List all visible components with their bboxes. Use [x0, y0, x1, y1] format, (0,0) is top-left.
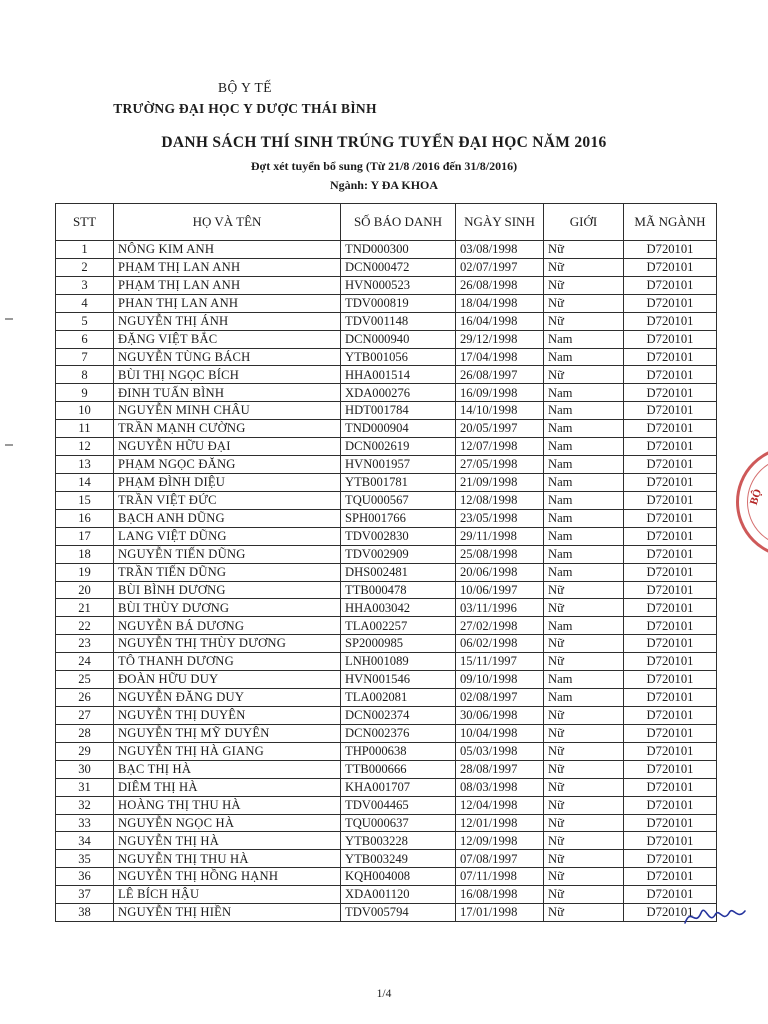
cell-sbd: DCN000472 [341, 258, 456, 276]
cell-dob: 07/08/1997 [456, 850, 544, 868]
cell-name: DIÊM THỊ HÀ [114, 778, 341, 796]
cell-gender: Nữ [544, 653, 624, 671]
cell-stt: 36 [56, 868, 114, 886]
cell-stt: 21 [56, 599, 114, 617]
cell-gender: Nữ [544, 241, 624, 259]
cell-name: PHẠM THỊ LAN ANH [114, 276, 341, 294]
table-row [56, 760, 717, 778]
cell-name: TRẦN TIẾN DŨNG [114, 563, 341, 581]
cell-gender: Nam [544, 473, 624, 491]
cell-gender: Nữ [544, 599, 624, 617]
cell-sbd: HVN001957 [341, 456, 456, 474]
cell-gender: Nữ [544, 760, 624, 778]
cell-dob: 06/02/1998 [456, 635, 544, 653]
cell-gender: Nữ [544, 294, 624, 312]
cell-stt: 32 [56, 796, 114, 814]
cell-stt: 8 [56, 366, 114, 384]
table-row [56, 241, 717, 259]
cell-gender: Nữ [544, 886, 624, 904]
cell-gender: Nam [544, 545, 624, 563]
cell-dob: 20/06/1998 [456, 563, 544, 581]
cell-stt: 4 [56, 294, 114, 312]
cell-dob: 27/05/1998 [456, 456, 544, 474]
table-row [56, 886, 717, 904]
table-row [56, 545, 717, 563]
cell-major-code: D720101 [624, 509, 717, 527]
cell-stt: 17 [56, 527, 114, 545]
cell-sbd: TDV000819 [341, 294, 456, 312]
cell-name: NGUYỄN MINH CHÂU [114, 402, 341, 420]
table-row [56, 742, 717, 760]
cell-major-code: D720101 [624, 904, 717, 922]
cell-dob: 03/11/1996 [456, 599, 544, 617]
cell-stt: 18 [56, 545, 114, 563]
cell-gender: Nữ [544, 868, 624, 886]
cell-dob: 03/08/1998 [456, 241, 544, 259]
cell-major-code: D720101 [624, 366, 717, 384]
cell-name: NÔNG KIM ANH [114, 241, 341, 259]
cell-major-code: D720101 [624, 778, 717, 796]
cell-major-code: D720101 [624, 438, 717, 456]
cell-dob: 16/08/1998 [456, 886, 544, 904]
cell-dob: 10/04/1998 [456, 724, 544, 742]
cell-gender: Nữ [544, 904, 624, 922]
cell-dob: 02/07/1997 [456, 258, 544, 276]
cell-name: LANG VIỆT DŨNG [114, 527, 341, 545]
student-table [55, 203, 717, 922]
cell-gender: Nam [544, 348, 624, 366]
cell-gender: Nữ [544, 814, 624, 832]
cell-sbd: KHA001707 [341, 778, 456, 796]
col-header-major-code: MÃ NGÀNH [624, 204, 717, 241]
document-title-block [0, 134, 768, 193]
cell-dob: 12/07/1998 [456, 438, 544, 456]
cell-name: BẠC THỊ HÀ [114, 760, 341, 778]
cell-gender: Nam [544, 438, 624, 456]
cell-gender: Nữ [544, 724, 624, 742]
cell-sbd: HVN001546 [341, 671, 456, 689]
cell-sbd: HDT001784 [341, 402, 456, 420]
cell-sbd: SP2000985 [341, 635, 456, 653]
table-row [56, 491, 717, 509]
cell-dob: 14/10/1998 [456, 402, 544, 420]
cell-name: NGUYỄN THỊ THU HÀ [114, 850, 341, 868]
cell-major-code: D720101 [624, 850, 717, 868]
table-row [56, 581, 717, 599]
cell-dob: 12/01/1998 [456, 814, 544, 832]
table-row [56, 509, 717, 527]
cell-stt: 30 [56, 760, 114, 778]
cell-stt: 37 [56, 886, 114, 904]
table-row [56, 724, 717, 742]
cell-gender: Nam [544, 491, 624, 509]
cell-major-code: D720101 [624, 527, 717, 545]
cell-dob: 10/06/1997 [456, 581, 544, 599]
table-row [56, 706, 717, 724]
cell-dob: 16/09/1998 [456, 384, 544, 402]
cell-name: ĐOÀN HỮU DUY [114, 671, 341, 689]
cell-dob: 17/01/1998 [456, 904, 544, 922]
cell-dob: 25/08/1998 [456, 545, 544, 563]
cell-stt: 10 [56, 402, 114, 420]
col-header-name: HỌ VÀ TÊN [114, 204, 341, 241]
table-row [56, 384, 717, 402]
cell-name: NGUYỄN THỊ ÁNH [114, 312, 341, 330]
cell-dob: 15/11/1997 [456, 653, 544, 671]
cell-gender: Nam [544, 689, 624, 707]
table-row [56, 420, 717, 438]
cell-dob: 12/04/1998 [456, 796, 544, 814]
cell-major-code: D720101 [624, 599, 717, 617]
cell-gender: Nữ [544, 706, 624, 724]
cell-dob: 28/08/1997 [456, 760, 544, 778]
cell-sbd: TDV001148 [341, 312, 456, 330]
cell-stt: 27 [56, 706, 114, 724]
cell-major-code: D720101 [624, 581, 717, 599]
table-row [56, 814, 717, 832]
cell-name: BÙI BÌNH DƯƠNG [114, 581, 341, 599]
cell-gender: Nữ [544, 832, 624, 850]
cell-name: NGUYỄN THỊ DUYÊN [114, 706, 341, 724]
table-row [56, 617, 717, 635]
cell-major-code: D720101 [624, 563, 717, 581]
cell-sbd: DCN000940 [341, 330, 456, 348]
cell-major-code: D720101 [624, 868, 717, 886]
cell-dob: 18/04/1998 [456, 294, 544, 312]
cell-stt: 25 [56, 671, 114, 689]
table-row [56, 258, 717, 276]
cell-major-code: D720101 [624, 706, 717, 724]
signature-mark-icon [683, 899, 747, 931]
cell-major-code: D720101 [624, 456, 717, 474]
cell-name: TRẦN MẠNH CƯỜNG [114, 420, 341, 438]
cell-gender: Nam [544, 402, 624, 420]
cell-dob: 12/08/1998 [456, 491, 544, 509]
student-table-body [56, 241, 717, 922]
cell-name: NGUYỄN THỊ HÀ GIANG [114, 742, 341, 760]
cell-stt: 38 [56, 904, 114, 922]
ministry-name: BỘ Y TẾ [218, 80, 272, 95]
cell-name: NGUYỄN TIẾN DŨNG [114, 545, 341, 563]
document-subtitle: Đợt xét tuyển bổ sung (Từ 21/8 /2016 đến 31/8/2016) [250, 159, 518, 173]
col-header-dob: NGÀY SINH [456, 204, 544, 241]
cell-gender: Nữ [544, 742, 624, 760]
cell-gender: Nam [544, 456, 624, 474]
cell-sbd: TQU000637 [341, 814, 456, 832]
cell-name: PHẠM THỊ LAN ANH [114, 258, 341, 276]
col-header-gender: GIỚI [544, 204, 624, 241]
cell-major-code: D720101 [624, 384, 717, 402]
cell-sbd: DHS002481 [341, 563, 456, 581]
col-header-sbd: SỐ BÁO DANH [341, 204, 456, 241]
cell-sbd: DCN002374 [341, 706, 456, 724]
cell-dob: 21/09/1998 [456, 473, 544, 491]
cell-name: NGUYỄN TÙNG BÁCH [114, 348, 341, 366]
cell-stt: 3 [56, 276, 114, 294]
table-row [56, 402, 717, 420]
cell-gender: Nữ [544, 258, 624, 276]
cell-major-code: D720101 [624, 330, 717, 348]
cell-gender: Nam [544, 420, 624, 438]
cell-dob: 26/08/1997 [456, 366, 544, 384]
table-row [56, 904, 717, 922]
cell-dob: 26/08/1998 [456, 276, 544, 294]
cell-stt: 29 [56, 742, 114, 760]
table-row [56, 563, 717, 581]
cell-gender: Nam [544, 509, 624, 527]
cell-gender: Nam [544, 671, 624, 689]
cell-major-code: D720101 [624, 671, 717, 689]
table-row [56, 276, 717, 294]
table-row [56, 653, 717, 671]
document-title: DANH SÁCH THÍ SINH TRÚNG TUYỂN ĐẠI HỌC NĂM 2016 [161, 134, 607, 151]
cell-dob: 29/11/1998 [456, 527, 544, 545]
cell-name: ĐẶNG VIỆT BẮC [114, 330, 341, 348]
cell-stt: 1 [56, 241, 114, 259]
cell-sbd: LNH001089 [341, 653, 456, 671]
cell-sbd: TDV005794 [341, 904, 456, 922]
cell-gender: Nữ [544, 778, 624, 796]
cell-gender: Nữ [544, 796, 624, 814]
cell-stt: 11 [56, 420, 114, 438]
table-row [56, 294, 717, 312]
cell-dob: 02/08/1997 [456, 689, 544, 707]
cell-gender: Nữ [544, 850, 624, 868]
cell-major-code: D720101 [624, 814, 717, 832]
cell-sbd: XDA001120 [341, 886, 456, 904]
cell-stt: 14 [56, 473, 114, 491]
cell-sbd: TTB000666 [341, 760, 456, 778]
cell-dob: 09/10/1998 [456, 671, 544, 689]
cell-major-code: D720101 [624, 635, 717, 653]
red-stamp-icon [736, 446, 768, 558]
cell-sbd: TND000300 [341, 241, 456, 259]
cell-major-code: D720101 [624, 258, 717, 276]
cell-major-code: D720101 [624, 294, 717, 312]
cell-sbd: KQH004008 [341, 868, 456, 886]
cell-stt: 6 [56, 330, 114, 348]
cell-sbd: TND000904 [341, 420, 456, 438]
cell-stt: 20 [56, 581, 114, 599]
cell-sbd: YTB001056 [341, 348, 456, 366]
cell-name: PHẠM ĐÌNH DIỆU [114, 473, 341, 491]
cell-stt: 13 [56, 456, 114, 474]
cell-stt: 9 [56, 384, 114, 402]
cell-gender: Nữ [544, 635, 624, 653]
stamp-text: BỘ [747, 487, 765, 507]
table-row [56, 689, 717, 707]
table-row [56, 312, 717, 330]
table-row [56, 366, 717, 384]
cell-sbd: TDV002830 [341, 527, 456, 545]
cell-major-code: D720101 [624, 742, 717, 760]
cell-sbd: YTB003249 [341, 850, 456, 868]
cell-name: PHAN THỊ LAN ANH [114, 294, 341, 312]
cell-stt: 26 [56, 689, 114, 707]
cell-sbd: TDV002909 [341, 545, 456, 563]
cell-name: BẠCH ANH DŨNG [114, 509, 341, 527]
cell-stt: 15 [56, 491, 114, 509]
table-row [56, 348, 717, 366]
cell-name: TÔ THANH DƯƠNG [114, 653, 341, 671]
table-row [56, 527, 717, 545]
cell-name: HOÀNG THỊ THU HÀ [114, 796, 341, 814]
cell-name: PHẠM NGỌC ĐĂNG [114, 456, 341, 474]
table-row [56, 473, 717, 491]
cell-name: NGUYỄN THỊ THÙY DƯƠNG [114, 635, 341, 653]
cell-major-code: D720101 [624, 473, 717, 491]
student-table-header [56, 204, 717, 241]
cell-dob: 08/03/1998 [456, 778, 544, 796]
cell-stt: 2 [56, 258, 114, 276]
cell-sbd: YTB003228 [341, 832, 456, 850]
table-row [56, 330, 717, 348]
cell-name: NGUYỄN ĐĂNG DUY [114, 689, 341, 707]
major-label: Ngành: Y ĐA KHOA [329, 178, 439, 192]
table-row [56, 832, 717, 850]
col-header-stt: STT [56, 204, 114, 241]
cell-sbd: DCN002619 [341, 438, 456, 456]
cell-stt: 23 [56, 635, 114, 653]
table-row [56, 599, 717, 617]
table-row [56, 868, 717, 886]
table-row [56, 438, 717, 456]
cell-stt: 35 [56, 850, 114, 868]
cell-name: NGUYỄN THỊ HỒNG HẠNH [114, 868, 341, 886]
cell-major-code: D720101 [624, 241, 717, 259]
table-row [56, 850, 717, 868]
cell-dob: 05/03/1998 [456, 742, 544, 760]
table-row [56, 671, 717, 689]
cell-name: BÙI THỊ NGỌC BÍCH [114, 366, 341, 384]
cell-major-code: D720101 [624, 348, 717, 366]
cell-stt: 19 [56, 563, 114, 581]
table-row [56, 778, 717, 796]
cell-stt: 12 [56, 438, 114, 456]
cell-gender: Nam [544, 563, 624, 581]
cell-sbd: TDV004465 [341, 796, 456, 814]
cell-gender: Nữ [544, 312, 624, 330]
cell-dob: 23/05/1998 [456, 509, 544, 527]
table-row [56, 635, 717, 653]
cell-sbd: TTB000478 [341, 581, 456, 599]
cell-name: ĐINH TUẤN BÌNH [114, 384, 341, 402]
cell-gender: Nam [544, 527, 624, 545]
cell-name: LÊ BÍCH HẬU [114, 886, 341, 904]
cell-sbd: XDA000276 [341, 384, 456, 402]
cell-gender: Nữ [544, 366, 624, 384]
cell-sbd: HVN000523 [341, 276, 456, 294]
cell-sbd: YTB001781 [341, 473, 456, 491]
cell-name: TRẦN VIỆT ĐỨC [114, 491, 341, 509]
cell-dob: 07/11/1998 [456, 868, 544, 886]
cell-sbd: TLA002257 [341, 617, 456, 635]
cell-dob: 12/09/1998 [456, 832, 544, 850]
cell-gender: Nữ [544, 276, 624, 294]
cell-major-code: D720101 [624, 491, 717, 509]
cell-major-code: D720101 [624, 832, 717, 850]
cell-major-code: D720101 [624, 402, 717, 420]
cell-stt: 34 [56, 832, 114, 850]
cell-sbd: TLA002081 [341, 689, 456, 707]
cell-stt: 28 [56, 724, 114, 742]
cell-gender: Nam [544, 384, 624, 402]
cell-name: NGUYỄN THỊ MỸ DUYÊN [114, 724, 341, 742]
cell-sbd: DCN002376 [341, 724, 456, 742]
cell-major-code: D720101 [624, 420, 717, 438]
cell-major-code: D720101 [624, 312, 717, 330]
scan-artifact [5, 318, 13, 320]
cell-dob: 27/02/1998 [456, 617, 544, 635]
cell-gender: Nữ [544, 581, 624, 599]
cell-major-code: D720101 [624, 796, 717, 814]
table-row [56, 796, 717, 814]
cell-sbd: HHA001514 [341, 366, 456, 384]
cell-sbd: THP000638 [341, 742, 456, 760]
cell-major-code: D720101 [624, 545, 717, 563]
cell-sbd: HHA003042 [341, 599, 456, 617]
page-number: 1/4 [376, 988, 392, 1000]
cell-dob: 29/12/1998 [456, 330, 544, 348]
cell-major-code: D720101 [624, 886, 717, 904]
scan-artifact [5, 444, 13, 446]
cell-stt: 33 [56, 814, 114, 832]
cell-major-code: D720101 [624, 760, 717, 778]
cell-name: NGUYỄN HỮU ĐẠI [114, 438, 341, 456]
cell-dob: 20/05/1997 [456, 420, 544, 438]
cell-major-code: D720101 [624, 689, 717, 707]
cell-stt: 24 [56, 653, 114, 671]
cell-name: NGUYỄN THỊ HÀ [114, 832, 341, 850]
cell-name: BÙI THÙY DƯƠNG [114, 599, 341, 617]
cell-stt: 31 [56, 778, 114, 796]
cell-dob: 16/04/1998 [456, 312, 544, 330]
table-row [56, 456, 717, 474]
cell-major-code: D720101 [624, 724, 717, 742]
cell-stt: 22 [56, 617, 114, 635]
cell-dob: 30/06/1998 [456, 706, 544, 724]
cell-stt: 7 [56, 348, 114, 366]
cell-name: NGUYỄN BÁ DƯƠNG [114, 617, 341, 635]
cell-stt: 16 [56, 509, 114, 527]
cell-major-code: D720101 [624, 617, 717, 635]
org-header [100, 80, 390, 117]
cell-name: NGUYỄN THỊ HIỀN [114, 904, 341, 922]
cell-major-code: D720101 [624, 276, 717, 294]
cell-major-code: D720101 [624, 653, 717, 671]
cell-sbd: SPH001766 [341, 509, 456, 527]
cell-name: NGUYỄN NGỌC HÀ [114, 814, 341, 832]
cell-dob: 17/04/1998 [456, 348, 544, 366]
cell-gender: Nam [544, 330, 624, 348]
university-name: TRƯỜNG ĐẠI HỌC Y DƯỢC THÁI BÌNH [113, 101, 377, 116]
cell-sbd: TQU000567 [341, 491, 456, 509]
cell-gender: Nam [544, 617, 624, 635]
cell-stt: 5 [56, 312, 114, 330]
